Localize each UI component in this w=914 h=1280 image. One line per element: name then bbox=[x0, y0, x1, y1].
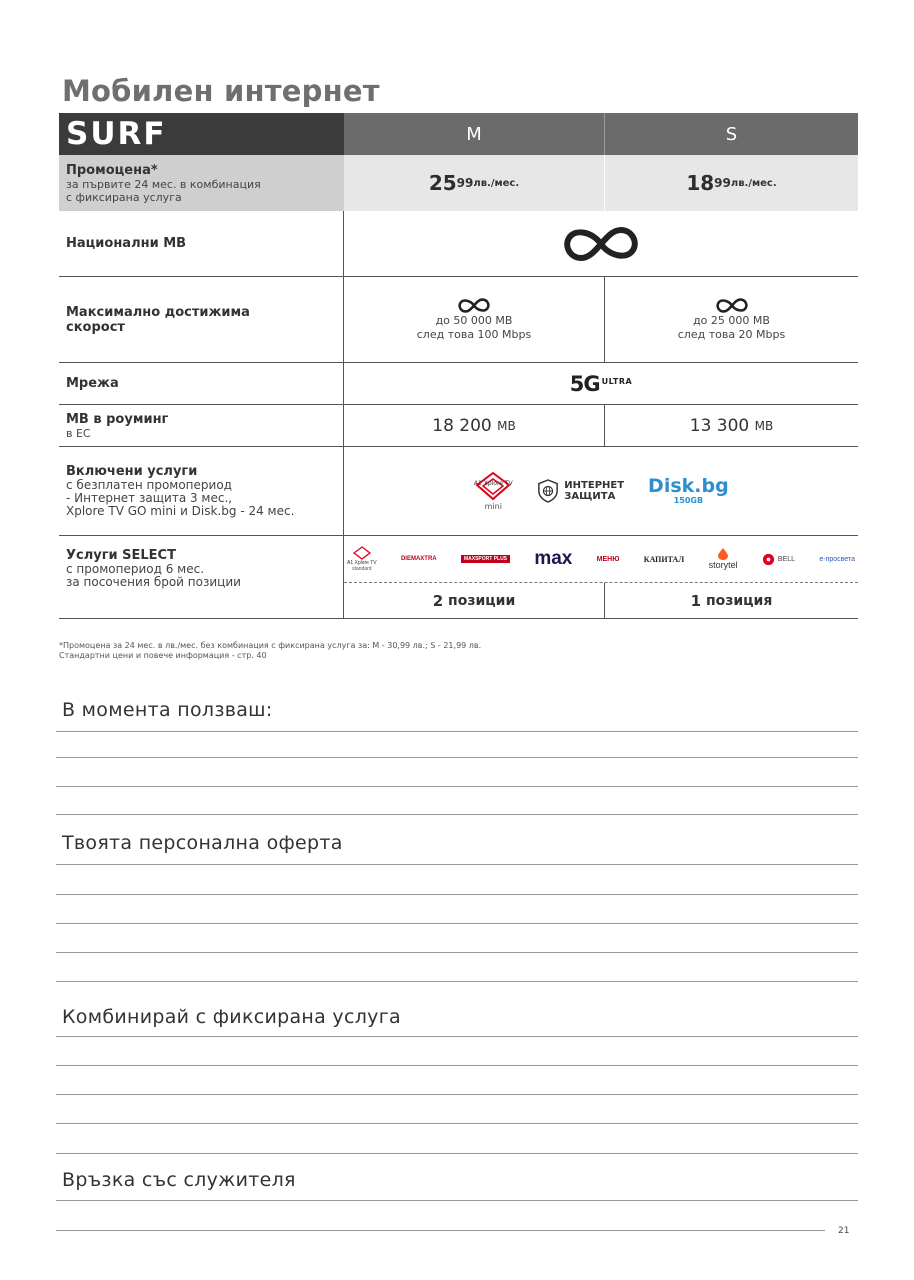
page-number: 21 bbox=[838, 1226, 850, 1236]
infinity-icon bbox=[457, 297, 491, 314]
diema-xtra-logo: DIEMAXTRA bbox=[400, 556, 437, 562]
write-line bbox=[56, 1065, 858, 1066]
roaming-label-cell bbox=[59, 405, 344, 446]
internet-security-logo bbox=[537, 479, 624, 503]
plan-s-header: S bbox=[605, 113, 858, 155]
write-line bbox=[56, 1153, 858, 1154]
write-line bbox=[56, 981, 858, 982]
select-s-count: 1 bbox=[690, 591, 702, 610]
speed-s bbox=[605, 277, 858, 362]
write-line bbox=[56, 1200, 858, 1201]
5g-ultra-logo: 5G $^{ULTRA}$ bbox=[569, 371, 633, 396]
promo-label-cell bbox=[59, 155, 344, 211]
speed-m-line2: след това 100 Mbps bbox=[416, 328, 532, 341]
select-label-cell bbox=[59, 536, 344, 618]
write-line bbox=[56, 1094, 858, 1095]
network-row bbox=[59, 363, 858, 405]
select-m-unit: позиции bbox=[448, 592, 516, 609]
section-offer: Твоята персонална оферта bbox=[62, 832, 343, 854]
roaming-m-value: 18 200 bbox=[432, 415, 492, 436]
infinity-icon bbox=[715, 297, 749, 314]
roaming-s-value: 13 300 bbox=[689, 415, 750, 436]
storytel-drop-icon bbox=[718, 548, 728, 560]
promo-row bbox=[59, 155, 858, 211]
promo-sub-1: за първите 24 мес. в комбинация bbox=[66, 177, 261, 191]
price-m-unit: лв./мес. bbox=[473, 177, 520, 189]
write-line bbox=[56, 731, 858, 732]
promo-label: Промоцена* bbox=[66, 162, 158, 178]
write-line bbox=[56, 894, 858, 895]
e-prosveta-logo: e-просвета bbox=[819, 555, 855, 563]
select-content bbox=[344, 536, 858, 618]
national-label-cell bbox=[59, 211, 344, 276]
roaming-s-unit: MB bbox=[754, 418, 774, 433]
roaming-s bbox=[605, 405, 858, 446]
section-combine: Комбинирай с фиксирана услуга bbox=[62, 1006, 401, 1028]
national-value bbox=[344, 211, 858, 276]
write-line bbox=[56, 923, 858, 924]
speed-s-line1: до 25 000 MB bbox=[693, 314, 770, 327]
price-m-int: 25 bbox=[428, 171, 457, 195]
write-line bbox=[56, 864, 858, 865]
xplore-sub: mini bbox=[484, 502, 502, 511]
max-sport-logo: MAXSPORT PLUS bbox=[461, 555, 510, 563]
write-line bbox=[56, 1123, 858, 1124]
xplore-standard-logo: A1 Xplore TV standard bbox=[347, 546, 377, 572]
included-logos bbox=[344, 447, 858, 535]
select-sub-1: с промопериод 6 мес. bbox=[66, 562, 205, 576]
security-line-2: ЗАЩИТА bbox=[564, 491, 616, 502]
included-label: Включени услуги bbox=[66, 464, 198, 479]
roaming-sub: в ЕС bbox=[66, 426, 91, 440]
speed-label-cell bbox=[59, 277, 344, 362]
security-line-1: ИНТЕРНЕТ bbox=[564, 480, 625, 491]
select-m-count: 2 bbox=[432, 591, 444, 610]
price-m-dec: 99 bbox=[456, 176, 474, 190]
max-logo: max bbox=[534, 548, 573, 569]
included-sub-3: Xplore TV GO mini и Disk.bg - 24 мес. bbox=[66, 504, 295, 518]
select-positions-s bbox=[605, 583, 858, 618]
roaming-label: MB в роуминг bbox=[66, 411, 169, 427]
plan-m-header: M bbox=[344, 113, 605, 155]
price-s-dec: 99 bbox=[714, 176, 731, 190]
speed-m-line1: до 50 000 MB bbox=[435, 314, 513, 327]
select-logos bbox=[344, 536, 858, 583]
network-label-cell bbox=[59, 363, 344, 404]
plans-table bbox=[59, 113, 858, 619]
select-sub-2: за посочения брой позиции bbox=[66, 575, 241, 589]
write-line bbox=[56, 952, 858, 953]
shield-globe-icon bbox=[537, 479, 559, 503]
included-sub-1: с безплатен промопериод bbox=[66, 478, 232, 492]
speed-row bbox=[59, 277, 858, 363]
speed-s-line2: след това 20 Mbps bbox=[677, 328, 786, 341]
national-row bbox=[59, 211, 858, 277]
brand-label: SURF bbox=[59, 113, 344, 155]
xplore-tv-mini-logo: A1 Xplore TV mini bbox=[473, 471, 513, 511]
bell-logo: BELL bbox=[762, 553, 795, 566]
select-s-unit: позиция bbox=[705, 592, 773, 609]
section-contact: Връзка със служителя bbox=[62, 1169, 296, 1191]
included-sub-2: - Интернет защита 3 мес., bbox=[66, 491, 233, 505]
disk-bg-logo bbox=[648, 477, 729, 505]
footnote-line-2: Стандартни цени и повече информация - стр. 40 bbox=[59, 651, 267, 660]
included-row bbox=[59, 447, 858, 536]
write-line bbox=[56, 757, 858, 758]
select-positions-m bbox=[344, 583, 605, 618]
page-title: Мобилен интернет bbox=[62, 74, 380, 108]
bell-flower-icon bbox=[762, 553, 775, 566]
speed-label-2: скорост bbox=[66, 319, 125, 335]
select-row bbox=[59, 536, 858, 619]
network-label: Мрежа bbox=[66, 376, 119, 391]
promo-sub-2: с фиксирана услуга bbox=[66, 190, 182, 204]
promo-price-s bbox=[605, 155, 858, 211]
write-line bbox=[56, 814, 858, 815]
section-current: В момента ползваш: bbox=[62, 699, 273, 721]
speed-m bbox=[344, 277, 605, 362]
infinity-icon bbox=[561, 224, 641, 264]
included-label-cell bbox=[59, 447, 344, 535]
table-header bbox=[59, 113, 858, 155]
storytel-logo: storytel bbox=[709, 548, 738, 570]
select-label: Услуги SELECT bbox=[66, 548, 176, 563]
speed-label-1: Максимално достижима bbox=[66, 304, 250, 320]
footer-line bbox=[56, 1230, 825, 1231]
kapital-logo: КАПИТАЛ bbox=[643, 554, 685, 564]
national-label: Национални MB bbox=[66, 236, 187, 251]
price-s-unit: лв./мес. bbox=[730, 177, 777, 189]
disk-bg-name: Disk.bg bbox=[648, 475, 729, 497]
write-line bbox=[56, 1036, 858, 1037]
roaming-row bbox=[59, 405, 858, 447]
roaming-m bbox=[344, 405, 605, 446]
footnote bbox=[59, 641, 481, 661]
network-logo bbox=[344, 363, 858, 404]
roaming-m-unit: MB bbox=[497, 418, 516, 433]
footnote-line-1: *Промоцена за 24 мес. в лв./мес. без комбинация с фиксирана услуга за: M - 30,99 лв.; S - 21,99 лв. bbox=[59, 641, 482, 650]
disk-bg-size: 150GB bbox=[673, 496, 704, 505]
menu-logo: МЕНЮ bbox=[596, 555, 620, 563]
a1-diamond-icon bbox=[352, 546, 372, 560]
promo-price-m bbox=[344, 155, 605, 211]
price-s-int: 18 bbox=[686, 171, 715, 195]
write-line bbox=[56, 786, 858, 787]
